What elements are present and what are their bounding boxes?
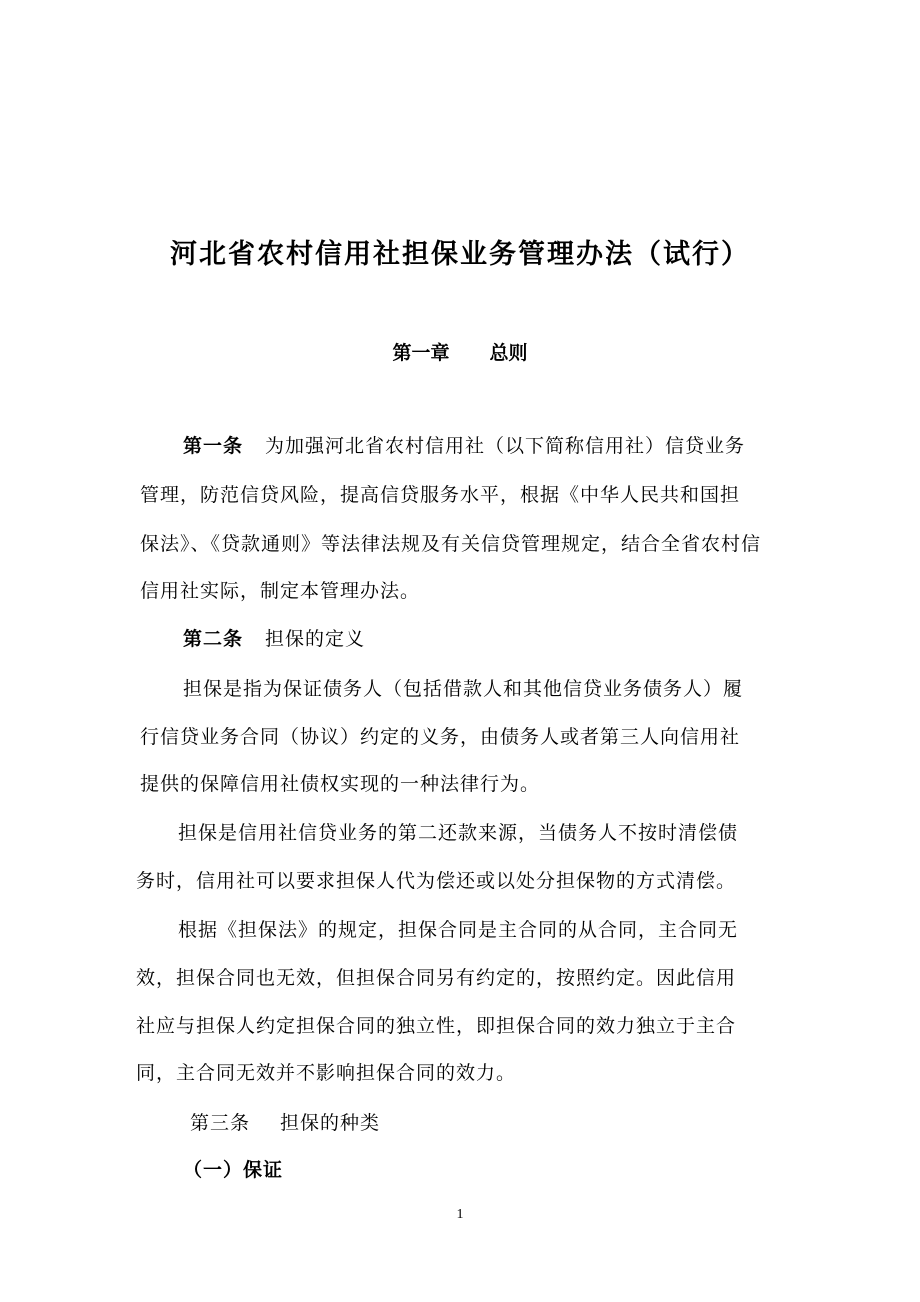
article2-para3-line4: 同，主合同无效并不影响担保合同的效力。 (136, 1062, 517, 1084)
article2-label: 第二条 (183, 628, 244, 650)
article1-text: 为加强河北省农村信用社（以下简称信用社）信贷业务 (265, 435, 746, 457)
article2-para3-line3: 社应与担保人约定担保合同的独立性，即担保合同的效力独立于主合 (136, 1015, 737, 1037)
article1-line1 (183, 433, 745, 459)
article2-para2-line2: 务时，信用社可以要求担保人代为偿还或以处分担保物的方式清偿。 (136, 870, 737, 892)
article1-line4: 信用社实际，制定本管理办法。 (140, 580, 421, 602)
article3-item1: （一）保证 (183, 1159, 284, 1181)
article1-label: 第一条 (183, 435, 244, 457)
article2-para1-line3: 提供的保障信用社债权实现的一种法律行为。 (140, 773, 541, 795)
article3-heading-text: 担保的种类 (280, 1112, 381, 1134)
chapter-name: 总则 (489, 342, 528, 364)
article2-para2-line1: 担保是信用社信贷业务的第二还款来源，当债务人不按时清偿债 (178, 822, 739, 844)
article2-para1-line2: 行信贷业务合同（协议）约定的义务，由债务人或者第三人向信用社 (140, 726, 741, 748)
article2-heading (183, 626, 365, 652)
article2-para1-line1: 担保是指为保证债务人（包括借款人和其他信贷业务债务人）履 (183, 678, 744, 700)
article2-para3-line1: 根据《担保法》的规定，担保合同是主合同的从合同，主合同无 (178, 919, 739, 941)
document-title: 河北省农村信用社担保业务管理办法（试行） (170, 239, 750, 270)
article1-line2: 管理，防范信贷风险，提高信贷服务水平，根据《中华人民共和国担 (140, 484, 741, 506)
chapter-number: 第一章 (392, 342, 450, 364)
article1-line3: 保法》、《贷款通则》等法律法规及有关信贷管理规定，结合全省农村信 (140, 533, 762, 555)
article3-label: 第三条 (190, 1112, 251, 1134)
article2-heading-text: 担保的定义 (265, 628, 366, 650)
chapter-heading (0, 338, 920, 365)
article3-heading (190, 1110, 380, 1136)
article2-para3-line2: 效，担保合同也无效，但担保合同另有约定的，按照约定。因此信用 (136, 967, 737, 989)
page-number: 1 (456, 1207, 464, 1222)
